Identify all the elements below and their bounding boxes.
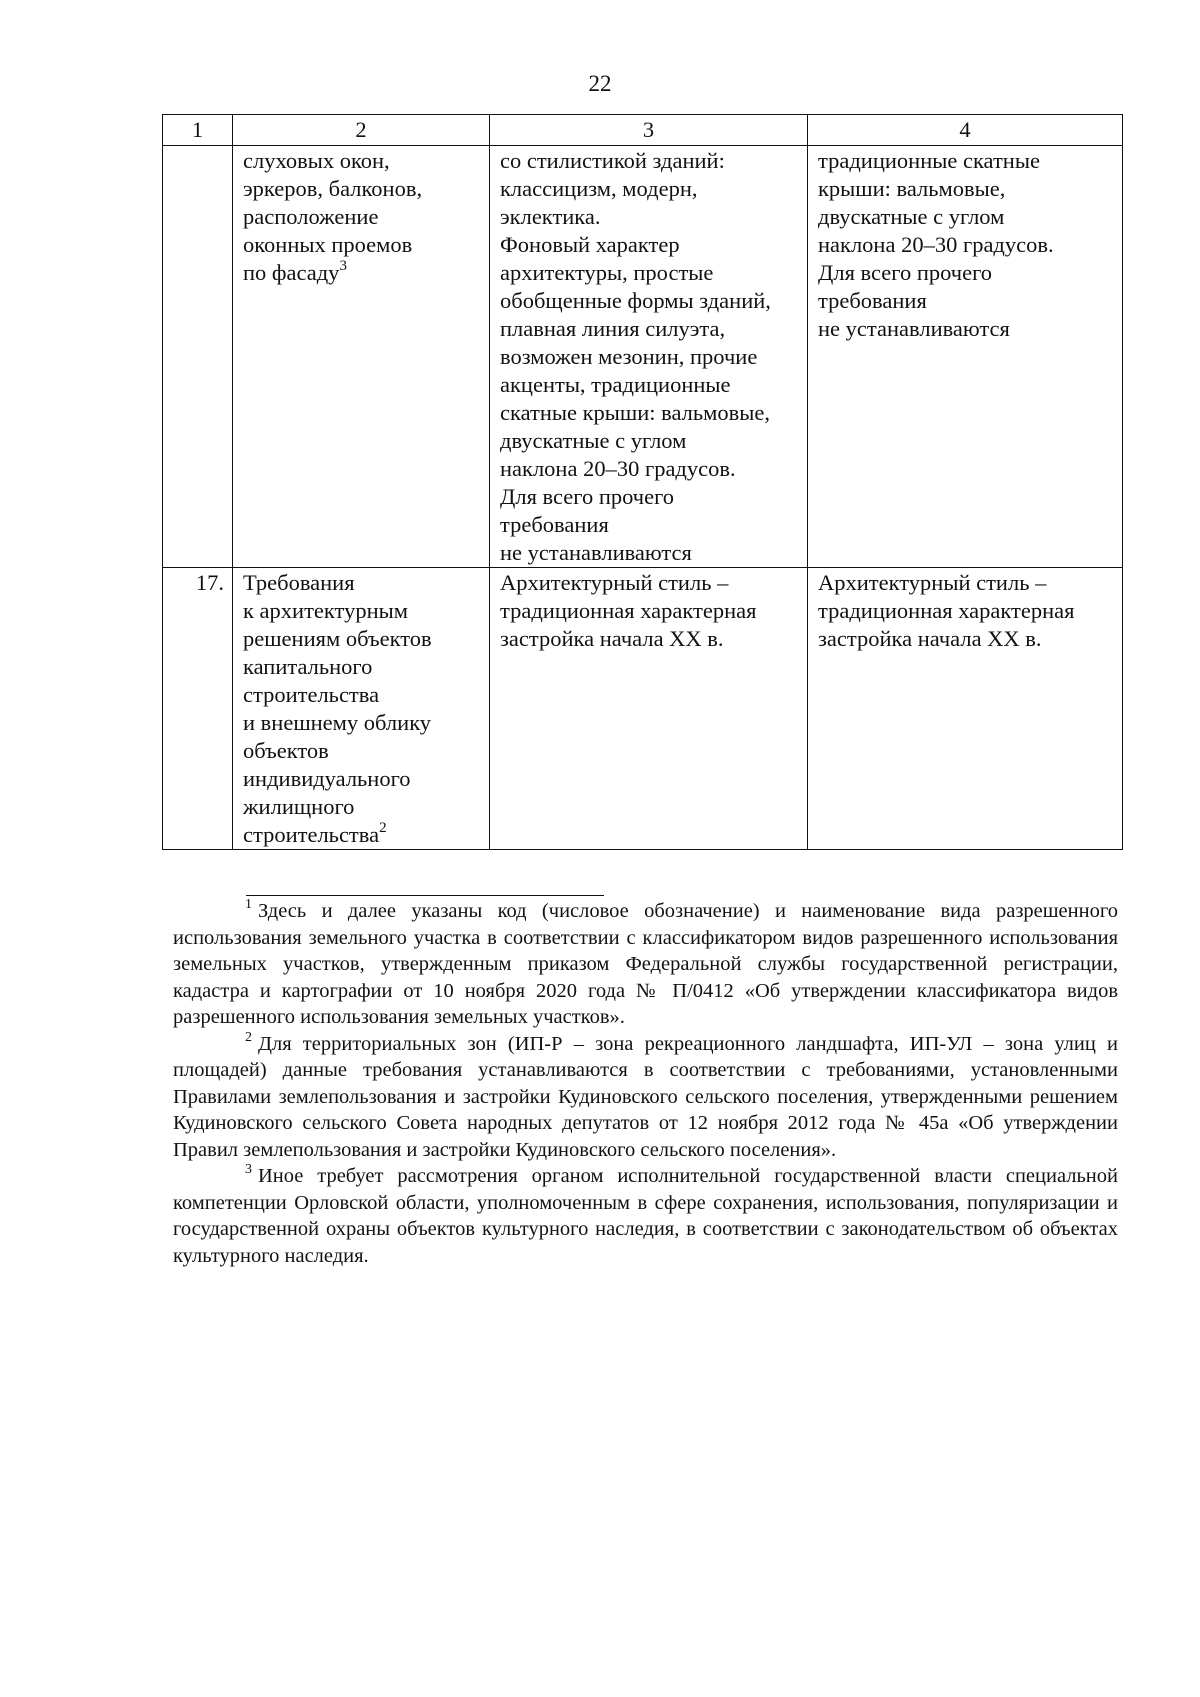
requirement-name-cell bbox=[233, 568, 490, 850]
cell-text-line: не устанавливаются bbox=[818, 316, 1010, 341]
cell-text-line: Фоновый характер bbox=[500, 232, 680, 257]
cell-text-line: эркеров, балконов, bbox=[243, 176, 423, 201]
cell-text-line: двускатные с углом bbox=[500, 428, 687, 453]
requirement-value-cell-zone-b bbox=[808, 568, 1123, 850]
cell-text-line: Для всего прочего bbox=[500, 484, 675, 509]
cell-text-line: жилищного bbox=[243, 794, 355, 819]
cell-text-line: и внешнему облику bbox=[243, 710, 432, 735]
cell-text-line: скатные крыши: вальмовые, bbox=[500, 400, 770, 425]
cell-text-line: капитального bbox=[243, 654, 373, 679]
cell-text-line: плавная линия силуэта, bbox=[500, 316, 726, 341]
table-row-continued bbox=[163, 146, 1123, 568]
footnote-2 bbox=[173, 1031, 1118, 1164]
footnote-3 bbox=[173, 1163, 1118, 1269]
cell-text-line: требования bbox=[500, 512, 609, 537]
requirement-value-cell-zone-b bbox=[808, 146, 1123, 568]
cell-text: строительства bbox=[243, 822, 380, 847]
cell-text-line: двускатные с углом bbox=[818, 204, 1005, 229]
cell-text-line: индивидуального bbox=[243, 766, 411, 791]
cell-text-line bbox=[243, 259, 479, 287]
cell-text-line: наклона 20–30 градусов. bbox=[500, 456, 736, 481]
cell-text-line bbox=[243, 821, 479, 849]
cell-text-line: не устанавливаются bbox=[500, 540, 692, 565]
row-number-cell bbox=[163, 146, 233, 568]
footnote-mark: 3 bbox=[245, 1162, 252, 1177]
cell-text-line: Требования bbox=[243, 570, 355, 595]
requirement-value-cell-zone-a bbox=[490, 146, 808, 568]
cell-text-line: строительства bbox=[243, 682, 380, 707]
footnote-text: Здесь и далее указаны код (числовое обозначение) и наименование вида разрешенного использования земельного участка в соответствии с классификатором видов разрешенного использования земельных участков, утвержденным приказом Федеральной службы государственной регистрации, кадастра и картографии от 10 ноября 2020 года № П/0412 «Об утверждении классификатора видов разрешенного использования земельных участков». bbox=[173, 900, 1118, 1028]
cell-text-line: со стилистикой зданий: bbox=[500, 148, 725, 173]
cell-text-line: акценты, традиционные bbox=[500, 372, 731, 397]
header-cell-1: 1 bbox=[163, 115, 233, 146]
header-cell-3: 3 bbox=[490, 115, 808, 146]
cell-text-line: оконных проемов bbox=[243, 232, 413, 257]
footnote-mark: 1 bbox=[245, 897, 252, 912]
cell-text-line: крыши: вальмовые, bbox=[818, 176, 1006, 201]
cell-text-line: Для всего прочего bbox=[818, 260, 993, 285]
cell-text-line: расположение bbox=[243, 204, 379, 229]
footnote-separator bbox=[246, 895, 604, 896]
cell-text-line: Архитектурный стиль – bbox=[818, 570, 1047, 595]
cell-text-line: традиционные скатные bbox=[818, 148, 1040, 173]
cell-text-line: возможен мезонин, прочие bbox=[500, 344, 758, 369]
cell-text: по фасаду bbox=[243, 260, 340, 285]
cell-text-line: архитектуры, простые bbox=[500, 260, 714, 285]
cell-text-line: решениям объектов bbox=[243, 626, 432, 651]
cell-text-line: классицизм, модерн, bbox=[500, 176, 698, 201]
row-number-cell: 17. bbox=[163, 568, 233, 850]
header-cell-2: 2 bbox=[233, 115, 490, 146]
requirement-name-cell bbox=[233, 146, 490, 568]
footnote-mark: 2 bbox=[245, 1029, 252, 1045]
footnote-text: Для территориальных зон (ИП-Р – зона рекреационного ландшафта, ИП-УЛ – зона улиц и площадей) данные требования устанавливаются в соответствии с требованиями, установленными Правилами землепользования и застройки Кудиновского сельского поселения, утвержденными решением Кудиновского сельского Совета народных депутатов от 12 ноября 2012 года № 45а «Об утверждении Правил землепользования и застройки Кудиновского сельского поселения». bbox=[173, 1032, 1118, 1161]
header-cell-4: 4 bbox=[808, 115, 1123, 146]
footnote-1 bbox=[173, 898, 1118, 1031]
cell-text-line: наклона 20–30 градусов. bbox=[818, 232, 1054, 257]
cell-text-line: традиционная характерная bbox=[500, 598, 757, 623]
footnotes-section bbox=[173, 898, 1118, 1269]
page-number: 22 bbox=[588, 71, 612, 96]
footnote-reference: 3 bbox=[339, 257, 347, 274]
cell-text-line: к архитектурным bbox=[243, 598, 408, 623]
footnote-reference: 2 bbox=[379, 819, 387, 836]
cell-text-line: объектов bbox=[243, 738, 329, 763]
cell-text-line: требования bbox=[818, 288, 927, 313]
footnote-text: Иное требует рассмотрения органом исполнительной государственной власти специальной компетенции Орловской области, уполномоченным в сфере сохранения, использования, популяризации и государственной охраны объектов культурного наследия, в соответствии с законодательством об объектах культурного наследия. bbox=[173, 1165, 1118, 1267]
cell-text-line: традиционная характерная bbox=[818, 598, 1075, 623]
table-row-17 bbox=[163, 568, 1123, 850]
cell-text-line: слуховых окон, bbox=[243, 148, 390, 173]
requirements-table bbox=[162, 114, 1123, 850]
cell-text-line: застройка начала XX в. bbox=[818, 626, 1042, 651]
cell-text-line: обобщенные формы зданий, bbox=[500, 288, 771, 313]
cell-text-line: Архитектурный стиль – bbox=[500, 570, 729, 595]
table-header-row bbox=[163, 115, 1123, 146]
requirement-value-cell-zone-a bbox=[490, 568, 808, 850]
cell-text-line: эклектика. bbox=[500, 204, 601, 229]
cell-text-line: застройка начала XX в. bbox=[500, 626, 724, 651]
